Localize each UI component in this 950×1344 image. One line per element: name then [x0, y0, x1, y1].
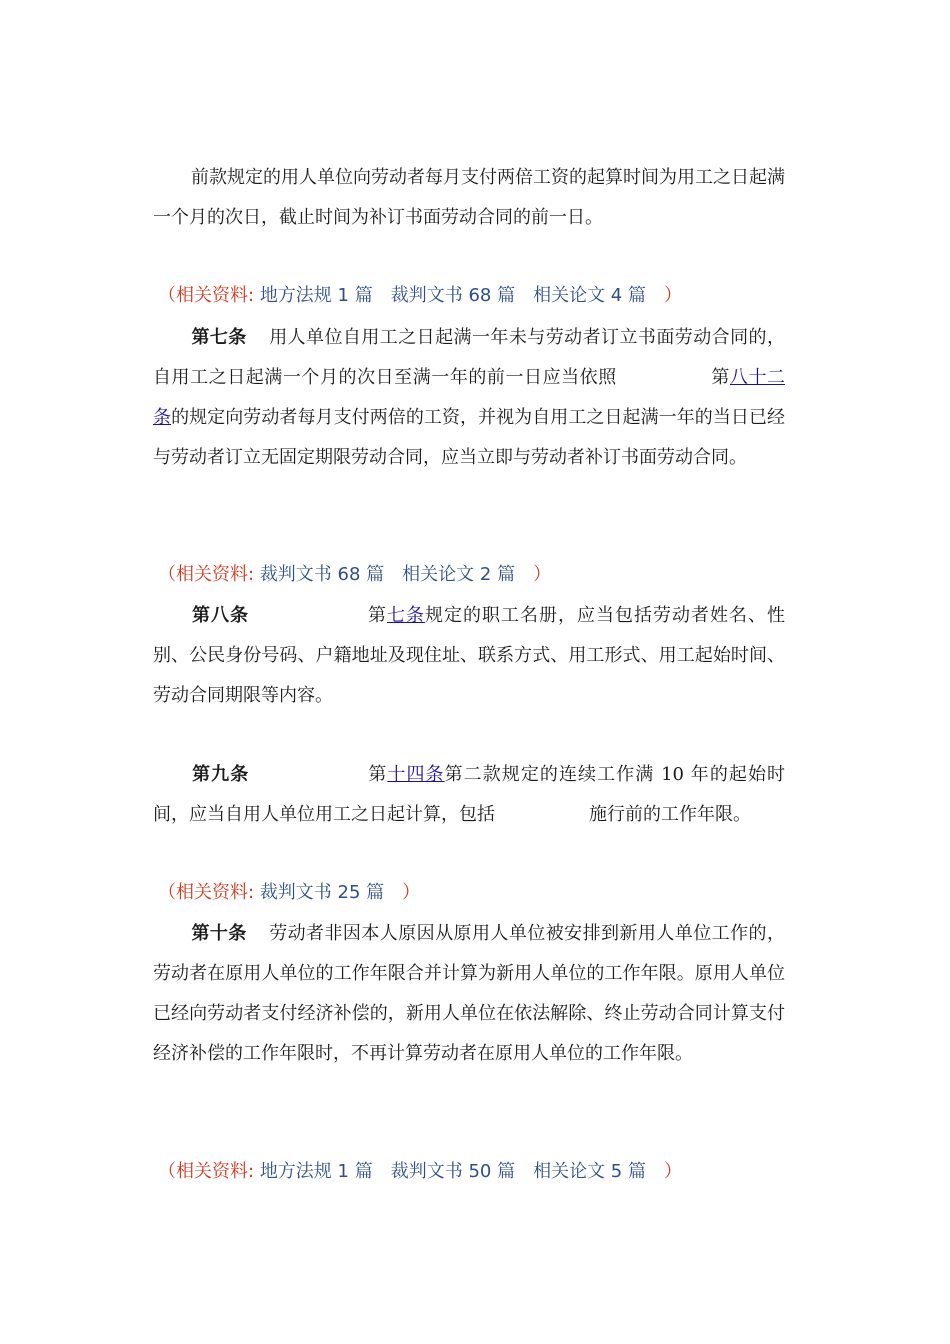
article-9-text-a: 第 — [367, 764, 388, 785]
related-link-regulations[interactable]: 地方法规 1 篇 — [259, 1161, 373, 1182]
article-9 — [153, 755, 785, 835]
related-materials-3: （相关资料: 裁判文书 25 篇 ） — [158, 882, 421, 903]
related-link-regulations[interactable]: 地方法规 1 篇 — [259, 285, 373, 306]
related-link-papers[interactable]: 相关论文 2 篇 — [402, 564, 516, 585]
article-9-text-c: 施行前的工作年限。 — [589, 804, 751, 825]
related-materials-2: （相关资料: 裁判文书 68 篇 相关论文 2 篇 ） — [158, 564, 552, 585]
related-label: 相关资料: — [176, 285, 255, 306]
article-8 — [153, 596, 785, 716]
article-10-number: 第十条 — [191, 923, 247, 944]
related-link-judgments[interactable]: 裁判文书 50 篇 — [390, 1161, 516, 1182]
article-8-text-b: 规定的职工名册，应当包括劳动者姓名、性别、公民身份号码、户籍地址及现住址、联系方式、用工形式、用工起始时间、劳动合同期限等内容。 — [153, 605, 785, 706]
article-7-link[interactable]: 七条 — [387, 605, 425, 626]
article-10-text: 劳动者非因本人原因从原用人单位被安排到新用人单位工作的，劳动者在原用人单位的工作年限合并计算为新用人单位的工作年限。原用人单位已经向劳动者支付经济补偿的，新用人单位在依法解除、终止劳动合同计算支付经济补偿的工作年限时，不再计算劳动者在原用人单位的工作年限。 — [153, 923, 785, 1064]
article-7-number: 第七条 — [191, 327, 247, 348]
related-link-papers[interactable]: 相关论文 5 篇 — [533, 1161, 646, 1182]
article-8-text-a: 第 — [367, 605, 387, 626]
related-materials-1: （相关资料: 地方法规 1 篇 裁判文书 68 篇 相关论文 4 篇 ） — [158, 285, 682, 306]
article-9-number: 第九条 — [191, 764, 250, 785]
related-link-papers[interactable]: 相关论文 4 篇 — [533, 285, 646, 306]
article-14-link[interactable]: 十四条 — [387, 764, 445, 785]
article-8-number: 第八条 — [191, 605, 249, 626]
related-link-judgments[interactable]: 裁判文书 68 篇 — [390, 285, 516, 306]
article-10 — [153, 914, 785, 1074]
related-label: 相关资料: — [176, 882, 255, 903]
related-materials-4: （相关资料: 地方法规 1 篇 裁判文书 50 篇 相关论文 5 篇 ） — [158, 1161, 682, 1182]
article-9-text-b: 第二款规定的连续工作满 10 年的起始时间，应当自用人单位用工之日起计算，包括 — [153, 764, 786, 825]
paragraph-intro-text: 前款规定的用人单位向劳动者每月支付两倍工资的起算时间为用工之日起满一个月的次日，截止时间为补订书面劳动合同的前一日。 — [153, 167, 785, 228]
related-link-judgments[interactable]: 裁判文书 25 篇 — [259, 882, 385, 903]
related-label: 相关资料: — [176, 1161, 255, 1182]
related-link-judgments[interactable]: 裁判文书 68 篇 — [259, 564, 385, 585]
related-label: 相关资料: — [176, 564, 255, 585]
article-82-link[interactable]: 八十二条 — [153, 367, 786, 428]
article-7-text-b: 第 — [710, 367, 730, 388]
article-7-text-c: 的规定向劳动者每月支付两倍的工资，并视为自用工之日起满一年的当日已经与劳动者订立无固定期限劳动合同，应当立即与劳动者补订书面劳动合同。 — [153, 407, 786, 468]
paragraph-intro — [153, 158, 785, 238]
article-7-text-a: 用人单位自用工之日起满一年未与劳动者订立书面劳动合同的，自用工之日起满一个月的次日至满一年的前一日应当依照 — [153, 327, 785, 388]
article-7 — [153, 318, 785, 478]
